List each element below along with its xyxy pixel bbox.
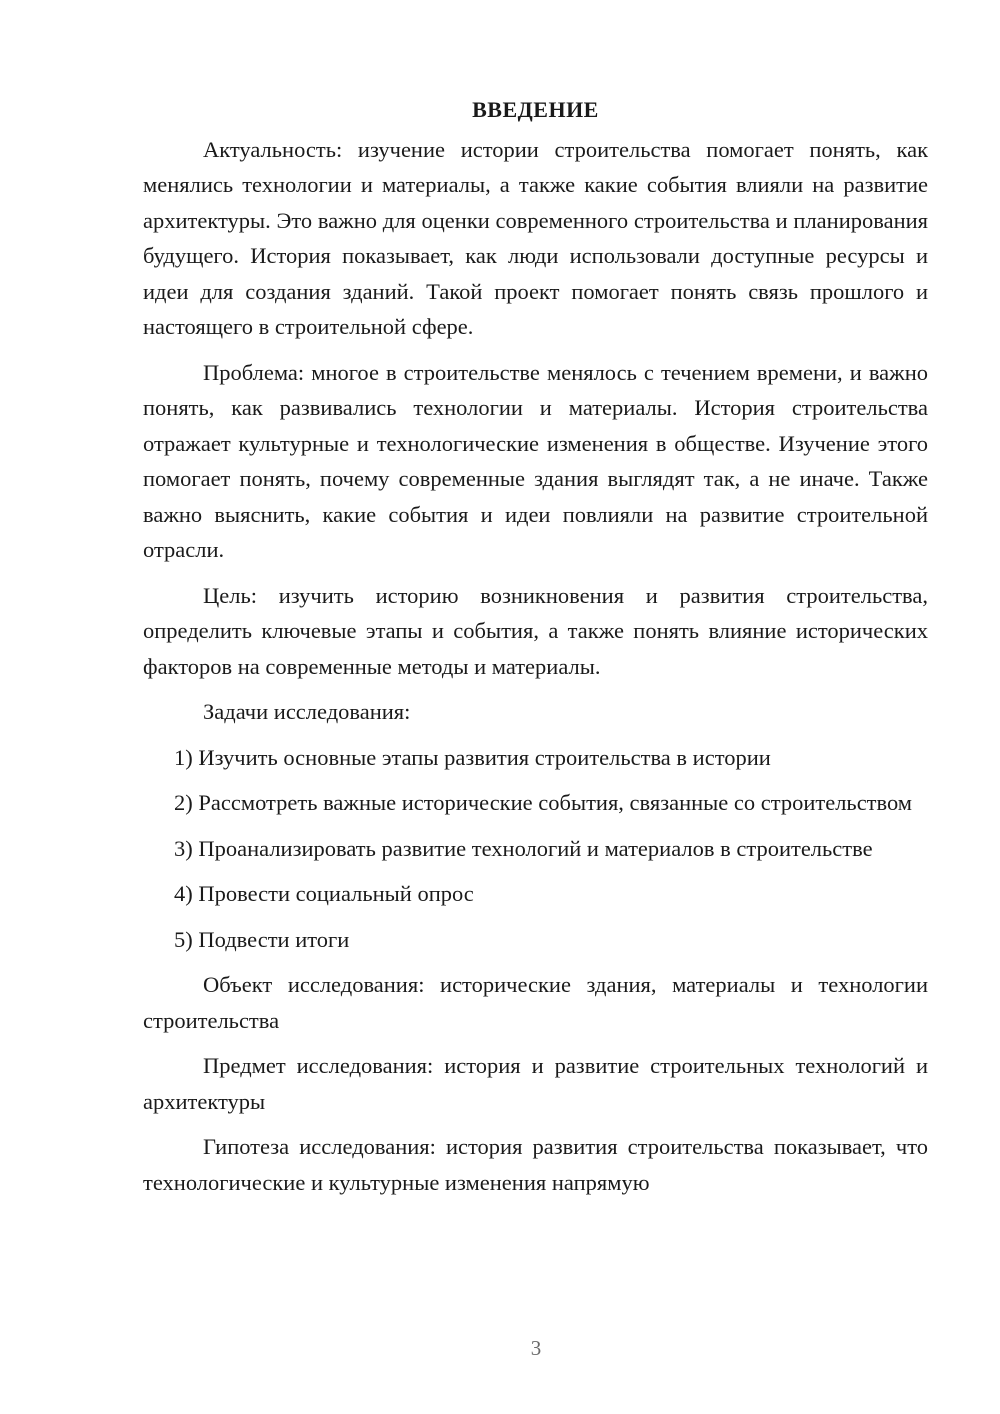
paragraph-problem: Проблема: многое в строительстве менялось с течением времени, и важно понять, как развивались технологии и материалы. История строительства отражает культурные и технологические изменения в обществе. Изучение этого помогает понять, почему современные здания выглядят так, а не иначе. Также важно выяснить, какие события и идеи повлияли на развитие строительной отрасли. — [143, 359, 928, 562]
paragraph-hypothesis: Гипотеза исследования: история развития строительства показывает, что технологические и культурные изменения напрямую — [143, 1134, 928, 1195]
paragraph-goal: Цель: изучить историю возникновения и развития строительства, определить ключевые этапы и события, а также понять влияние исторических факторов на современные методы и материалы. — [143, 582, 928, 679]
task-item-3: 3) Проанализировать развитие технологий и материалов в строительстве — [174, 835, 873, 861]
section-heading: ВВЕДЕНИЕ — [472, 97, 599, 122]
task-item-4: 4) Провести социальный опрос — [174, 881, 474, 906]
document-body — [143, 92, 928, 1210]
tasks-heading: Задачи исследования: — [203, 699, 411, 724]
task-item-5: 5) Подвести итоги — [174, 926, 350, 952]
page-number: 3 — [530, 1336, 542, 1360]
paragraph-actuality: Актуальность: изучение истории строительства помогает понять, как менялись технологии и материалы, а также какие события влияли на развитие архитектуры. Это важно для оценки современного строительства и планирования будущего. История показывает, как люди использовали доступные ресурсы и идеи для создания зданий. Такой проект помогает понять связь прошлого и настоящего в строительной сфере. — [143, 136, 928, 339]
paragraph-research-subject: Предмет исследования: история и развитие строительных технологий и архитектуры — [143, 1053, 928, 1114]
task-item-2: 2) Рассмотреть важные исторические события, связанные со строительством — [174, 790, 913, 815]
task-item-1: 1) Изучить основные этапы развития строительства в истории — [174, 744, 771, 770]
paragraph-research-object: Объект исследования: исторические здания, материалы и технологии строительства — [143, 972, 928, 1033]
